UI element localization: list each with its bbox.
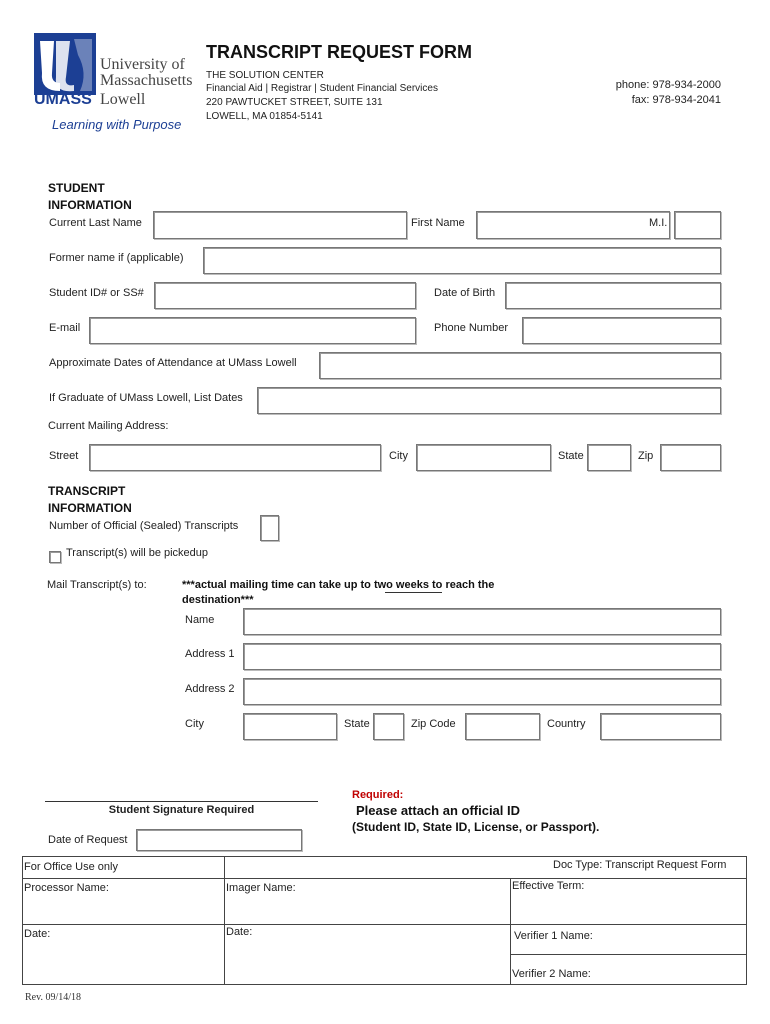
first-name-label: First Name	[411, 217, 465, 229]
first-name-field[interactable]	[476, 211, 670, 239]
mail-city-label: City	[185, 718, 204, 730]
city-label: City	[389, 450, 408, 462]
mail-zip-field[interactable]	[465, 713, 540, 740]
mail-country-field[interactable]	[600, 713, 721, 740]
date-of-birth-field[interactable]	[505, 282, 721, 309]
pickup-checkbox[interactable]	[49, 551, 61, 563]
revision-label: Rev. 09/14/18	[25, 992, 82, 1003]
org-street: 220 PAWTUCKET STREET, SUITE 131	[206, 97, 383, 108]
office-use-label: For Office Use only	[24, 861, 118, 873]
two-weeks-underline	[385, 592, 442, 593]
pickup-label: Transcript(s) will be pickedup	[66, 547, 209, 559]
attach-id-line1: Please attach an official ID	[356, 803, 521, 818]
city-field[interactable]	[416, 444, 551, 471]
office-vline-1	[224, 857, 225, 984]
mail-to-label: Mail Transcript(s) to:	[47, 579, 147, 591]
date-of-request-field[interactable]	[136, 829, 302, 851]
imager-name-label: Imager Name:	[226, 882, 296, 894]
org-fax: fax: 978-934-2041	[631, 94, 721, 106]
current-last-name-label: Current Last Name	[49, 217, 142, 229]
signature-label: Student Signature Required	[108, 804, 255, 816]
mail-address1-label: Address 1	[185, 648, 235, 660]
mi-field[interactable]	[674, 211, 721, 239]
num-transcripts-field[interactable]	[260, 515, 279, 541]
graduate-dates-label: If Graduate of UMass Lowell, List Dates	[49, 392, 243, 404]
email-label: E-mail	[49, 322, 81, 334]
office-use-table	[22, 856, 747, 985]
mail-city-field[interactable]	[243, 713, 337, 740]
mailing-address-label: Current Mailing Address:	[48, 420, 169, 432]
attendance-dates-field[interactable]	[319, 352, 721, 379]
logo-lowell: Lowell	[100, 91, 146, 108]
state-field[interactable]	[587, 444, 631, 471]
former-name-label: Former name if (applicable)	[49, 252, 184, 264]
mail-name-field[interactable]	[243, 608, 721, 635]
doc-type-label: Doc Type: Transcript Request Form	[553, 859, 727, 871]
org-departments: Financial Aid | Registrar | Student Financial Services	[206, 83, 438, 94]
num-transcripts-label: Number of Official (Sealed) Transcripts	[49, 520, 239, 532]
date-of-request-label: Date of Request	[48, 834, 128, 846]
org-name: THE SOLUTION CENTER	[206, 70, 324, 81]
student-info-heading: STUDENT INFORMATION	[48, 181, 132, 212]
date-of-birth-label: Date of Birth	[434, 287, 496, 299]
processor-name-label: Processor Name:	[24, 882, 109, 894]
mail-name-label: Name	[185, 614, 215, 626]
email-field[interactable]	[89, 317, 416, 344]
mailing-time-notice: ***actual mailing time can take up to two weeks to reach the destination***	[182, 579, 495, 606]
phone-number-field[interactable]	[522, 317, 721, 344]
phone-number-label: Phone Number	[434, 322, 508, 334]
office-hline-3	[510, 954, 746, 955]
street-field[interactable]	[89, 444, 381, 471]
student-id-label: Student ID# or SS#	[49, 287, 144, 299]
state-label: State	[558, 450, 584, 462]
logo-umass: UMASS	[34, 91, 92, 108]
zip-field[interactable]	[660, 444, 721, 471]
student-id-field[interactable]	[154, 282, 416, 309]
mail-address1-field[interactable]	[243, 643, 721, 670]
street-label: Street	[49, 450, 79, 462]
former-name-field[interactable]	[203, 247, 721, 274]
office-hline-1	[23, 878, 746, 879]
verifier2-label: Verifier 2 Name:	[512, 968, 591, 980]
verifier1-label: Verifier 1 Name:	[514, 930, 593, 942]
office-hline-2	[23, 924, 746, 925]
logo-university-line1: University of	[100, 56, 185, 73]
form-title: TRANSCRIPT REQUEST FORM	[206, 42, 473, 62]
mail-zip-label: Zip Code	[411, 718, 456, 730]
attendance-dates-label: Approximate Dates of Attendance at UMass Lowell	[49, 357, 297, 369]
logo-tagline: Learning with Purpose	[52, 117, 182, 132]
mail-address2-label: Address 2	[185, 683, 235, 695]
required-label: Required:	[352, 789, 404, 801]
current-last-name-field[interactable]	[153, 211, 407, 239]
mail-state-label: State	[344, 718, 370, 730]
transcript-info-heading: TRANSCRIPT INFORMATION	[48, 484, 132, 515]
graduate-dates-field[interactable]	[257, 387, 721, 414]
office-date-label-2: Date:	[226, 926, 253, 938]
mail-country-label: Country	[547, 718, 586, 730]
signature-line[interactable]	[45, 801, 318, 802]
mi-label: M.I.	[649, 217, 668, 229]
mail-state-field[interactable]	[373, 713, 404, 740]
mail-address2-field[interactable]	[243, 678, 721, 705]
logo-university-line2: Massachusetts	[100, 72, 193, 89]
umass-lowell-logo	[34, 33, 199, 138]
org-city-state: LOWELL, MA 01854-5141	[206, 111, 323, 122]
attach-id-line2: (Student ID, State ID, License, or Passport).	[352, 820, 600, 834]
org-phone: phone: 978-934-2000	[615, 79, 721, 91]
zip-label: Zip	[638, 450, 654, 462]
office-vline-2	[510, 878, 511, 984]
umass-logo-mark	[34, 33, 96, 95]
effective-term-label: Effective Term:	[512, 880, 585, 892]
office-date-label-1: Date:	[24, 928, 51, 940]
